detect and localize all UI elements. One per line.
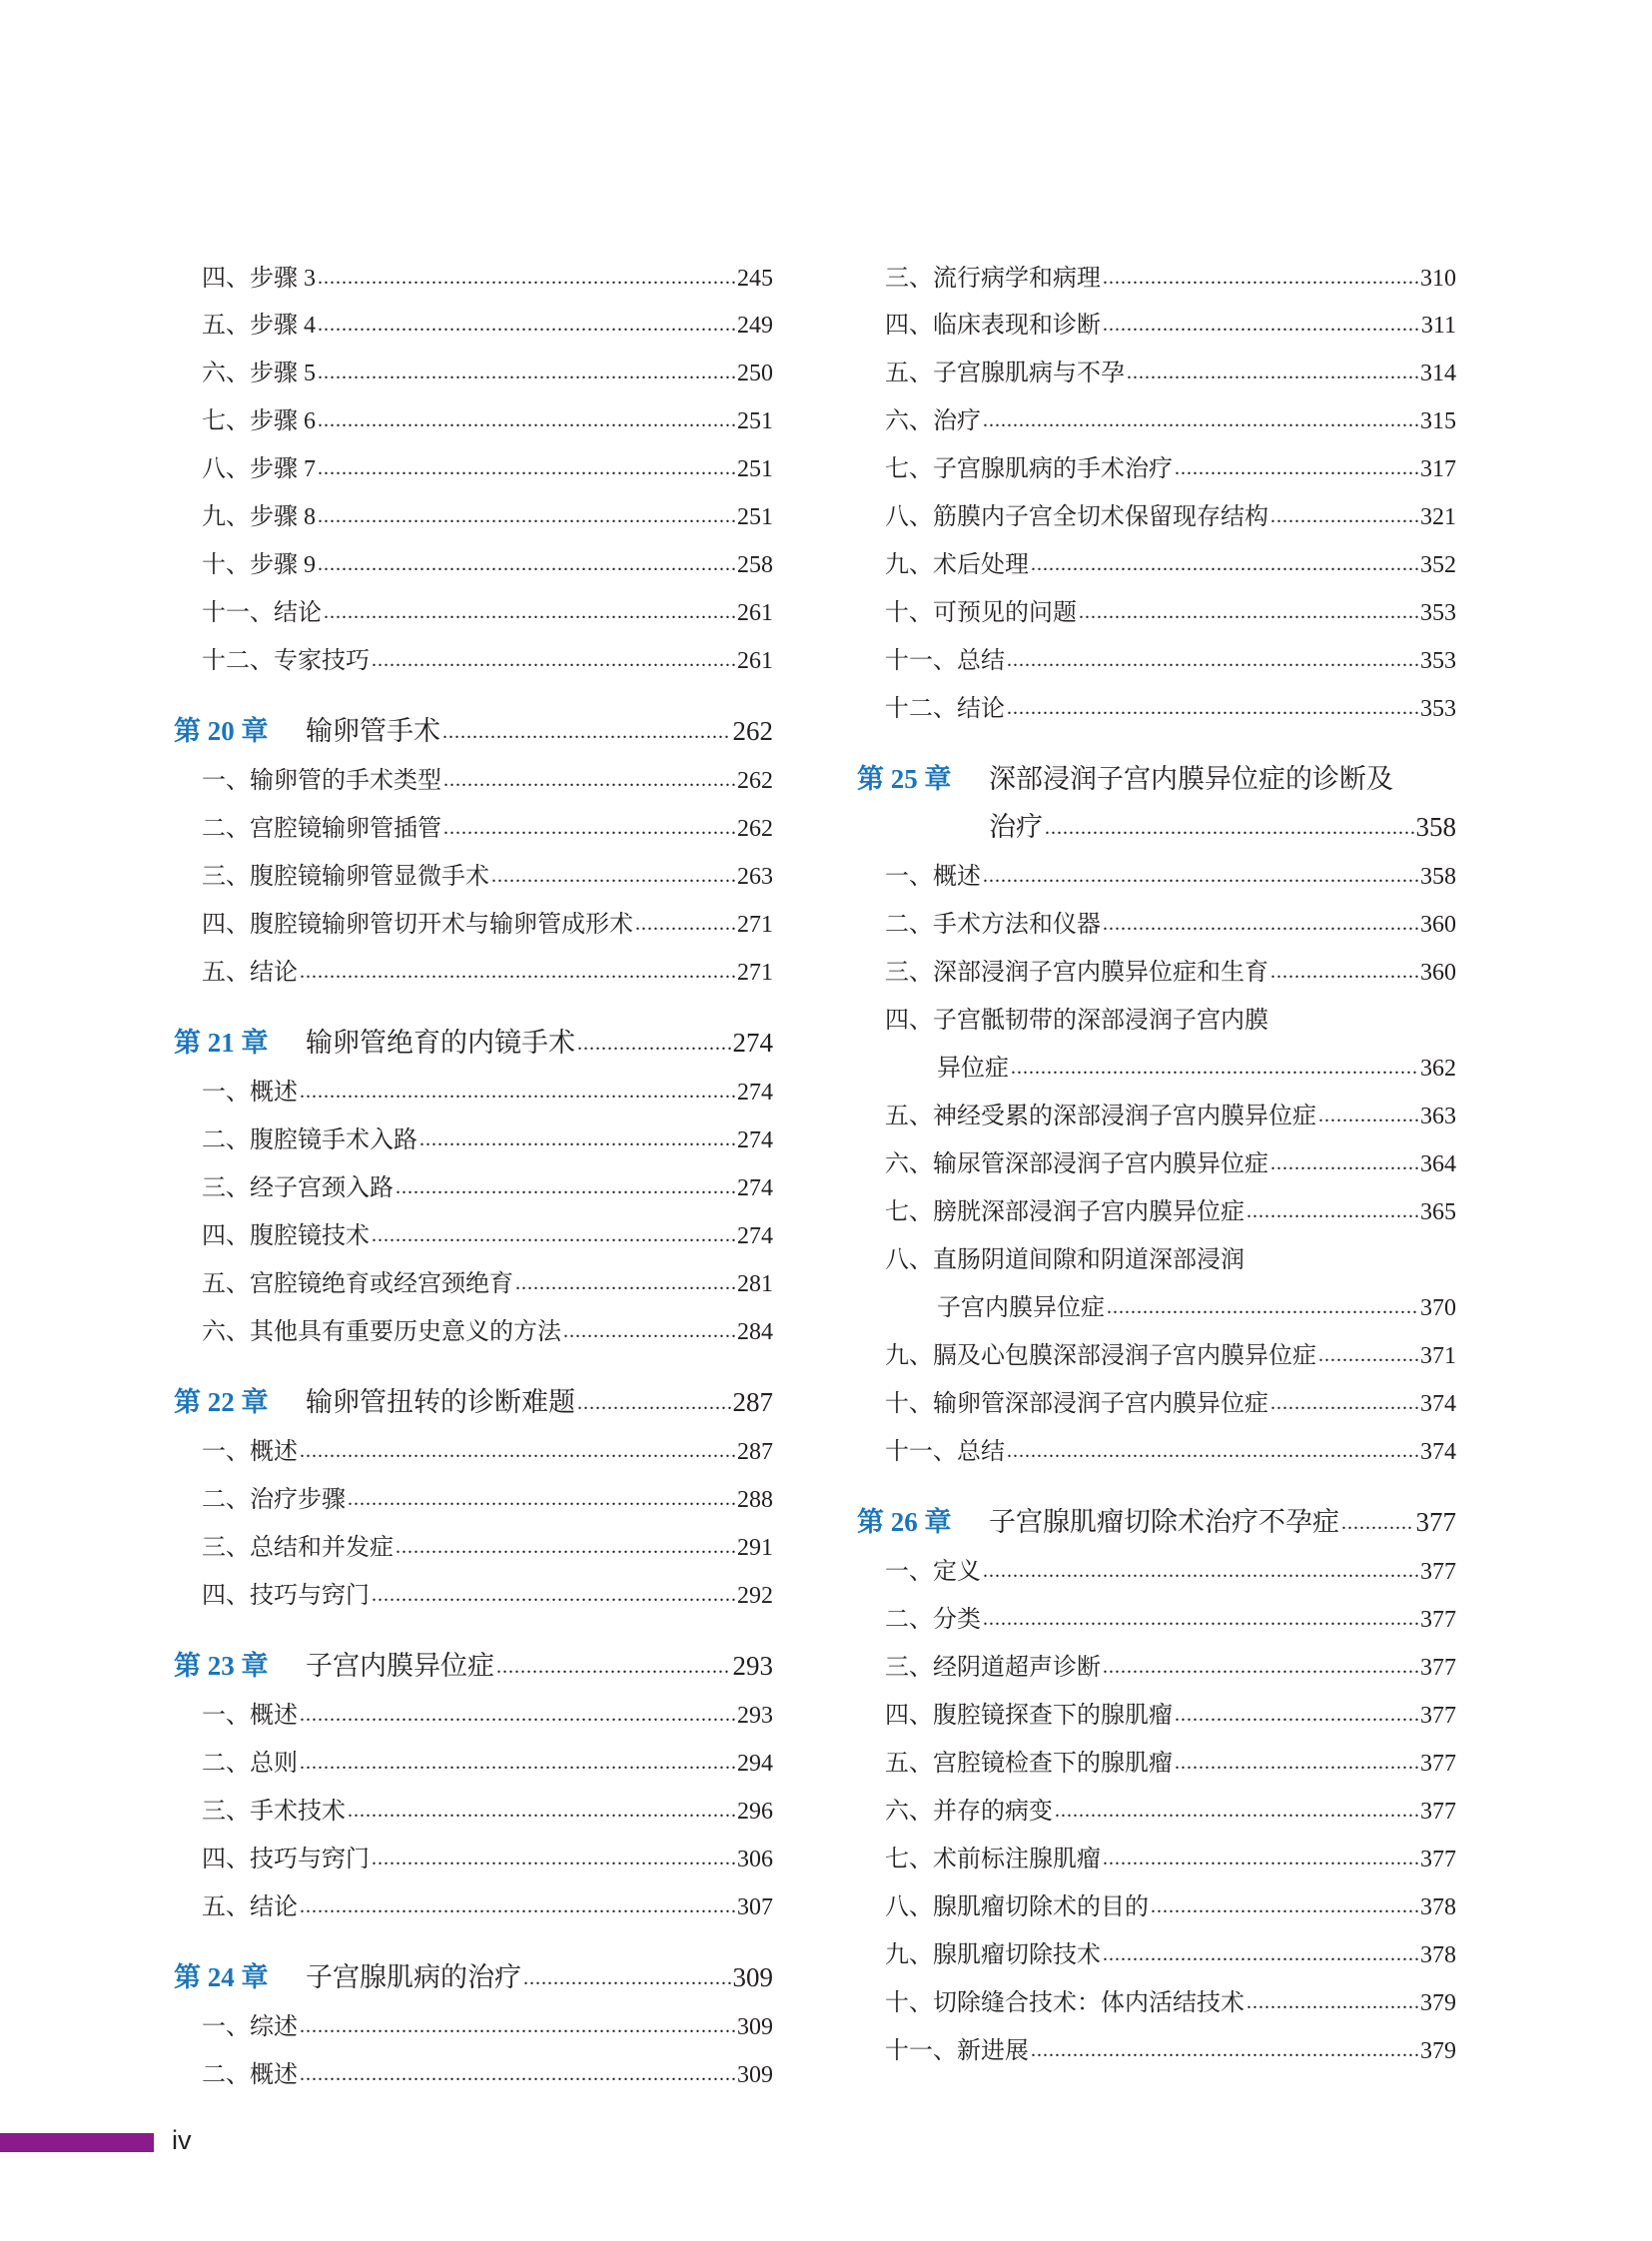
dot-leader	[983, 866, 1418, 886]
dot-leader	[300, 1705, 735, 1725]
page-ref: 314	[1420, 361, 1456, 386]
dot-leader	[419, 1129, 735, 1149]
toc-section-entry	[174, 625, 773, 673]
toc-section-entry	[857, 1632, 1456, 1680]
page-ref: 258	[737, 552, 773, 578]
dot-leader	[318, 315, 735, 335]
section-title: 三、经阴道超声诊断	[885, 1655, 1101, 1681]
toc-section-entry	[857, 243, 1456, 291]
section-title: 四、腹腔镜技术	[202, 1223, 370, 1249]
section-title: 九、膈及心包膜深部浸润子宫内膜异位症	[885, 1343, 1316, 1369]
section-title: 九、术后处理	[885, 552, 1029, 578]
dot-leader	[372, 1225, 735, 1245]
dot-leader	[1246, 1201, 1418, 1221]
page-ref: 251	[737, 408, 773, 434]
dot-leader	[1045, 818, 1414, 838]
page-ref: 377	[1420, 1607, 1456, 1633]
toc-section-entry	[174, 338, 773, 385]
page-ref: 261	[737, 600, 773, 626]
toc-section-entry-continued	[857, 1033, 1456, 1081]
page-ref: 317	[1420, 456, 1456, 482]
section-title: 三、经子宫颈入路	[202, 1175, 394, 1201]
section-title: 七、步骤 6	[202, 408, 316, 434]
page-ref: 274	[737, 1127, 773, 1153]
toc-section-entry	[857, 937, 1456, 985]
dot-leader	[318, 363, 735, 382]
toc-section-entry	[857, 841, 1456, 889]
toc-chapter-entry	[857, 1488, 1456, 1536]
section-title: 十、切除缝合技术：体内活结技术	[885, 1990, 1244, 2016]
section-title: 六、步骤 5	[202, 361, 316, 386]
dot-leader	[1031, 554, 1418, 574]
section-title: 二、总则	[202, 1751, 298, 1777]
toc-section-entry	[857, 673, 1456, 721]
toc-section-entry	[857, 577, 1456, 625]
page-ref: 274	[737, 1080, 773, 1106]
section-title: 一、概述	[202, 1080, 298, 1106]
page-ref: 274	[737, 1175, 773, 1201]
chapter-number: 第 24 章	[174, 1962, 269, 1992]
dot-leader	[523, 1968, 731, 1988]
dot-leader	[1270, 1153, 1418, 1173]
dot-leader	[1270, 1393, 1418, 1413]
toc-section-entry	[857, 1128, 1456, 1176]
page-ref: 251	[737, 504, 773, 530]
page-ref: 245	[737, 266, 773, 292]
dot-leader	[324, 602, 735, 622]
page-ref: 311	[1420, 313, 1456, 339]
toc-section-entry	[857, 1919, 1456, 1967]
section-title: 六、并存的病变	[885, 1799, 1053, 1825]
page-ref: 371	[1420, 1343, 1456, 1369]
section-title: 一、概述	[202, 1703, 298, 1729]
page-ref: 377	[1420, 1559, 1456, 1585]
page-ref: 291	[737, 1535, 773, 1561]
dot-leader	[348, 1801, 735, 1821]
dot-leader	[1031, 2040, 1418, 2060]
section-title: 十二、结论	[885, 696, 1005, 722]
toc-section-entry	[174, 1057, 773, 1105]
dot-leader	[1318, 1106, 1418, 1125]
dot-leader	[300, 962, 735, 982]
page-ref: 370	[1420, 1295, 1456, 1321]
dot-leader	[1270, 506, 1418, 526]
toc-section-entry	[174, 1824, 773, 1871]
toc-section-entry	[174, 889, 773, 937]
page-ref: 271	[737, 960, 773, 986]
section-title: 五、结论	[202, 1894, 298, 1920]
toc-section-entry	[174, 1991, 773, 2039]
dot-leader	[372, 1849, 735, 1868]
page-ref: 358	[1415, 812, 1456, 842]
page-ref: 307	[737, 1894, 773, 1920]
section-title: 十一、总结	[885, 648, 1005, 674]
toc-section-entry	[174, 841, 773, 889]
toc-section-entry	[174, 1105, 773, 1152]
section-title: 八、步骤 7	[202, 456, 316, 482]
dot-leader	[983, 1609, 1418, 1629]
dot-leader	[300, 2016, 735, 2036]
chapter-title: 深部浸润子宫内膜异位症的诊断及	[989, 764, 1393, 794]
toc-section-entry	[857, 1416, 1456, 1464]
page-ref: 250	[737, 361, 773, 386]
section-title: 十、输卵管深部浸润子宫内膜异位症	[885, 1391, 1268, 1417]
chapter-title: 治疗	[989, 812, 1043, 842]
page-ref: 377	[1420, 1703, 1456, 1729]
section-title: 子宫内膜异位症	[937, 1295, 1105, 1321]
toc-section-entry	[857, 1824, 1456, 1871]
page-ref: 377	[1420, 1847, 1456, 1872]
section-title: 一、综述	[202, 2014, 298, 2040]
toc-section-entry	[857, 1536, 1456, 1584]
page-ref: 263	[737, 864, 773, 890]
section-title: 二、宫腔镜输卵管插管	[202, 816, 441, 842]
section-title: 四、子宫骶韧带的深部浸润子宫内膜	[885, 1008, 1268, 1034]
section-title: 四、技巧与窍门	[202, 1847, 370, 1872]
page-ref: 288	[737, 1487, 773, 1513]
toc-section-entry	[857, 1176, 1456, 1224]
toc-section-entry	[857, 2015, 1456, 2063]
section-title: 七、膀胱深部浸润子宫内膜异位症	[885, 1199, 1244, 1225]
page-ref: 274	[732, 1028, 773, 1058]
dot-leader	[318, 410, 735, 430]
toc-section-entry	[174, 1871, 773, 1919]
page-ref: 352	[1420, 552, 1456, 578]
dot-leader	[983, 410, 1418, 430]
dot-leader	[396, 1537, 735, 1557]
toc-section-entry	[857, 338, 1456, 385]
toc-chapter-entry	[174, 697, 773, 745]
page-ref: 274	[737, 1223, 773, 1249]
section-title: 七、术前标注腺肌瘤	[885, 1847, 1101, 1872]
dot-leader	[1103, 914, 1418, 934]
chapter-title: 子宫腺肌瘤切除术治疗不孕症	[989, 1507, 1339, 1537]
section-title: 异位症	[937, 1056, 1009, 1082]
dot-leader	[443, 818, 735, 838]
chapter-number: 第 22 章	[174, 1387, 269, 1417]
page-ref: 358	[1420, 864, 1456, 890]
dot-leader	[443, 770, 735, 790]
section-title: 二、分类	[885, 1607, 981, 1633]
dot-leader	[1007, 1441, 1418, 1461]
page-ref: 281	[737, 1271, 773, 1297]
page-ref: 294	[737, 1751, 773, 1777]
dot-leader	[1103, 1657, 1418, 1677]
section-title: 四、临床表现和诊断	[885, 313, 1101, 339]
toc-section-entry	[174, 290, 773, 338]
page-ref: 379	[1420, 1990, 1456, 2016]
toc-section-entry	[857, 985, 1456, 1033]
section-title: 八、筋膜内子宫全切术保留现存结构	[885, 504, 1268, 530]
section-title: 二、治疗步骤	[202, 1487, 346, 1513]
section-title: 三、总结和并发症	[202, 1535, 394, 1561]
dot-leader	[563, 1321, 735, 1341]
toc-section-entry	[174, 1248, 773, 1296]
section-title: 四、腹腔镜输卵管切开术与输卵管成形术	[202, 912, 633, 938]
dot-leader	[1246, 1992, 1418, 2012]
toc-section-entry	[174, 2039, 773, 2087]
page-ref: 379	[1420, 2038, 1456, 2064]
toc-section-entry	[174, 1464, 773, 1512]
section-title: 四、步骤 3	[202, 266, 316, 292]
page-ref: 360	[1420, 912, 1456, 938]
section-title: 十一、总结	[885, 1439, 1005, 1465]
dot-leader	[300, 1441, 735, 1461]
section-title: 五、结论	[202, 960, 298, 986]
page-ref: 315	[1420, 408, 1456, 434]
page-ref: 377	[1420, 1751, 1456, 1777]
page-ref: 287	[732, 1387, 773, 1417]
page-ref: 362	[1420, 1056, 1456, 1082]
section-title: 八、腺肌瘤切除术的目的	[885, 1894, 1149, 1920]
section-title: 十一、结论	[202, 600, 322, 626]
page-ref: 363	[1420, 1104, 1456, 1129]
section-title: 一、概述	[885, 864, 981, 890]
section-title: 一、定义	[885, 1559, 981, 1585]
toc-section-entry	[174, 481, 773, 529]
page-ref: 309	[737, 2014, 773, 2040]
toc-chapter-entry	[174, 1009, 773, 1057]
section-title: 五、子宫腺肌病与不孕	[885, 361, 1125, 386]
dot-leader	[1103, 1849, 1418, 1868]
page-ref: 293	[732, 1651, 773, 1681]
section-title: 三、流行病学和病理	[885, 266, 1101, 292]
dot-leader	[983, 1561, 1418, 1581]
section-title: 十一、新进展	[885, 2038, 1029, 2064]
section-title: 十二、专家技巧	[202, 648, 370, 674]
toc-section-entry	[857, 1680, 1456, 1728]
dot-leader	[1175, 1753, 1418, 1773]
dot-leader	[300, 1753, 735, 1773]
dot-leader	[1175, 1705, 1418, 1725]
section-title: 一、概述	[202, 1439, 298, 1465]
section-title: 五、步骤 4	[202, 313, 316, 339]
dot-leader	[396, 1177, 735, 1197]
page-ref: 261	[737, 648, 773, 674]
section-title: 五、宫腔镜绝育或经宫颈绝育	[202, 1271, 513, 1297]
toc-section-entry	[174, 1680, 773, 1728]
toc-section-entry	[857, 529, 1456, 577]
toc-chapter-entry	[174, 1632, 773, 1680]
toc-chapter-entry	[174, 1943, 773, 1991]
toc-section-entry	[857, 1967, 1456, 2015]
dot-leader	[442, 722, 731, 742]
dot-leader	[372, 1585, 735, 1605]
section-title: 三、腹腔镜输卵管显微手术	[202, 864, 489, 890]
page-ref: 296	[737, 1799, 773, 1825]
chapter-number: 第 21 章	[174, 1028, 269, 1058]
page-ref: 310	[1420, 266, 1456, 292]
page-ref: 364	[1420, 1151, 1456, 1177]
toc-section-entry	[857, 1368, 1456, 1416]
page-ref: 287	[737, 1439, 773, 1465]
section-title: 三、深部浸润子宫内膜异位症和生育	[885, 960, 1268, 986]
chapter-number: 第 20 章	[174, 716, 269, 746]
page-ref: 251	[737, 456, 773, 482]
dot-leader	[1318, 1345, 1418, 1365]
toc-section-entry	[174, 243, 773, 291]
toc-section-entry	[857, 1871, 1456, 1919]
dot-leader	[496, 1657, 731, 1677]
dot-leader	[1007, 698, 1418, 718]
dot-leader	[1103, 1944, 1418, 1964]
toc-section-entry	[174, 1200, 773, 1248]
section-title: 六、治疗	[885, 408, 981, 434]
chapter-title: 输卵管绝育的内镜手术	[306, 1028, 575, 1058]
section-title: 四、腹腔镜探查下的腺肌瘤	[885, 1703, 1173, 1729]
page-ref: 293	[737, 1703, 773, 1729]
dot-leader	[1011, 1058, 1418, 1078]
dot-leader	[577, 1034, 731, 1054]
dot-leader	[1103, 315, 1419, 335]
section-title: 五、神经受累的深部浸润子宫内膜异位症	[885, 1104, 1316, 1129]
dot-leader	[300, 1896, 735, 1916]
page-ref: 378	[1420, 1942, 1456, 1968]
dot-leader	[1107, 1297, 1418, 1317]
page-ref: 306	[737, 1847, 773, 1872]
toc-section-entry	[857, 1320, 1456, 1368]
section-title: 六、输尿管深部浸润子宫内膜异位症	[885, 1151, 1268, 1177]
page-ref: 374	[1420, 1391, 1456, 1417]
dot-leader	[318, 554, 735, 574]
toc-section-entry	[857, 1224, 1456, 1272]
section-title: 八、直肠阴道间隙和阴道深部浸润	[885, 1247, 1244, 1273]
chapter-number: 第 25 章	[857, 764, 952, 794]
page-ref: 378	[1420, 1894, 1456, 1920]
toc-section-entry	[174, 1560, 773, 1608]
section-title: 六、其他具有重要历史意义的方法	[202, 1319, 561, 1345]
page-ref: 353	[1420, 696, 1456, 722]
toc-section-entry	[174, 577, 773, 625]
toc-section-entry	[857, 1728, 1456, 1776]
dot-leader	[1127, 363, 1418, 382]
toc-section-entry	[174, 529, 773, 577]
toc-section-entry	[174, 793, 773, 841]
footer-accent-bar	[0, 2133, 154, 2152]
toc-section-entry	[174, 1776, 773, 1824]
toc-section-entry	[857, 433, 1456, 481]
page-number: iv	[172, 2125, 192, 2155]
toc-chapter-entry	[174, 1368, 773, 1416]
toc-section-entry	[857, 1776, 1456, 1824]
toc-section-entry	[174, 1512, 773, 1560]
toc-section-entry	[174, 385, 773, 433]
dot-leader	[1103, 268, 1418, 288]
toc-chapter-entry	[857, 745, 1456, 793]
page-ref: 353	[1420, 648, 1456, 674]
page-ref: 262	[737, 816, 773, 842]
toc-section-entry	[174, 1728, 773, 1776]
page-ref: 262	[732, 716, 773, 746]
page-ref: 271	[737, 912, 773, 938]
section-title: 四、技巧与窍门	[202, 1583, 370, 1609]
dot-leader	[577, 1393, 731, 1413]
dot-leader	[318, 506, 735, 526]
dot-leader	[635, 914, 735, 934]
page-ref: 309	[732, 1962, 773, 1992]
dot-leader	[1270, 962, 1418, 982]
dot-leader	[1007, 650, 1418, 670]
page-ref: 365	[1420, 1199, 1456, 1225]
toc-section-entry	[857, 1584, 1456, 1632]
section-title: 二、手术方法和仪器	[885, 912, 1101, 938]
dot-leader	[1175, 458, 1418, 478]
toc-section-entry-continued	[857, 1272, 1456, 1320]
toc-chapter-entry-continued	[857, 793, 1456, 841]
toc-section-entry	[857, 625, 1456, 673]
toc-section-entry	[857, 1081, 1456, 1128]
chapter-title: 子宫腺肌病的治疗	[306, 1962, 521, 1992]
toc-section-entry	[857, 889, 1456, 937]
dot-leader	[1055, 1801, 1418, 1821]
section-title: 十、步骤 9	[202, 552, 316, 578]
dot-leader	[515, 1273, 735, 1293]
dot-leader	[318, 458, 735, 478]
dot-leader	[1079, 602, 1418, 622]
chapter-number: 第 23 章	[174, 1651, 269, 1681]
dot-leader	[348, 1489, 735, 1509]
chapter-title: 输卵管扭转的诊断难题	[306, 1387, 575, 1417]
section-title: 十、可预见的问题	[885, 600, 1077, 626]
page-ref: 321	[1420, 504, 1456, 530]
dot-leader	[300, 1082, 735, 1102]
page-ref: 377	[1420, 1655, 1456, 1681]
page-ref: 262	[737, 768, 773, 794]
section-title: 二、概述	[202, 2062, 298, 2088]
dot-leader	[1151, 1896, 1418, 1916]
page-ref: 284	[737, 1319, 773, 1345]
chapter-title: 子宫内膜异位症	[306, 1651, 494, 1681]
toc-section-entry	[174, 1296, 773, 1344]
section-title: 二、腹腔镜手术入路	[202, 1127, 417, 1153]
chapter-number: 第 26 章	[857, 1507, 952, 1537]
page-ref: 377	[1420, 1799, 1456, 1825]
section-title: 一、输卵管的手术类型	[202, 768, 441, 794]
toc-section-entry	[857, 290, 1456, 338]
toc-section-entry	[857, 481, 1456, 529]
dot-leader	[300, 2064, 735, 2084]
page-ref: 377	[1415, 1507, 1456, 1537]
dot-leader	[372, 650, 735, 670]
page-ref: 309	[737, 2062, 773, 2088]
page-ref: 374	[1420, 1439, 1456, 1465]
page-ref: 249	[737, 313, 773, 339]
section-title: 九、腺肌瘤切除技术	[885, 1942, 1101, 1968]
toc-section-entry	[174, 1152, 773, 1200]
chapter-title: 输卵管手术	[306, 716, 440, 746]
section-title: 五、宫腔镜检查下的腺肌瘤	[885, 1751, 1173, 1777]
toc-section-entry	[174, 937, 773, 985]
toc-section-entry	[857, 385, 1456, 433]
dot-leader	[318, 268, 735, 288]
section-title: 九、步骤 8	[202, 504, 316, 530]
page-ref: 292	[737, 1583, 773, 1609]
dot-leader	[491, 866, 735, 886]
section-title: 三、手术技术	[202, 1799, 346, 1825]
page-ref: 360	[1420, 960, 1456, 986]
page-ref: 353	[1420, 600, 1456, 626]
section-title: 七、子宫腺肌病的手术治疗	[885, 456, 1173, 482]
toc-section-entry	[174, 433, 773, 481]
toc-section-entry	[174, 745, 773, 793]
dot-leader	[1341, 1513, 1414, 1533]
toc-section-entry	[174, 1416, 773, 1464]
